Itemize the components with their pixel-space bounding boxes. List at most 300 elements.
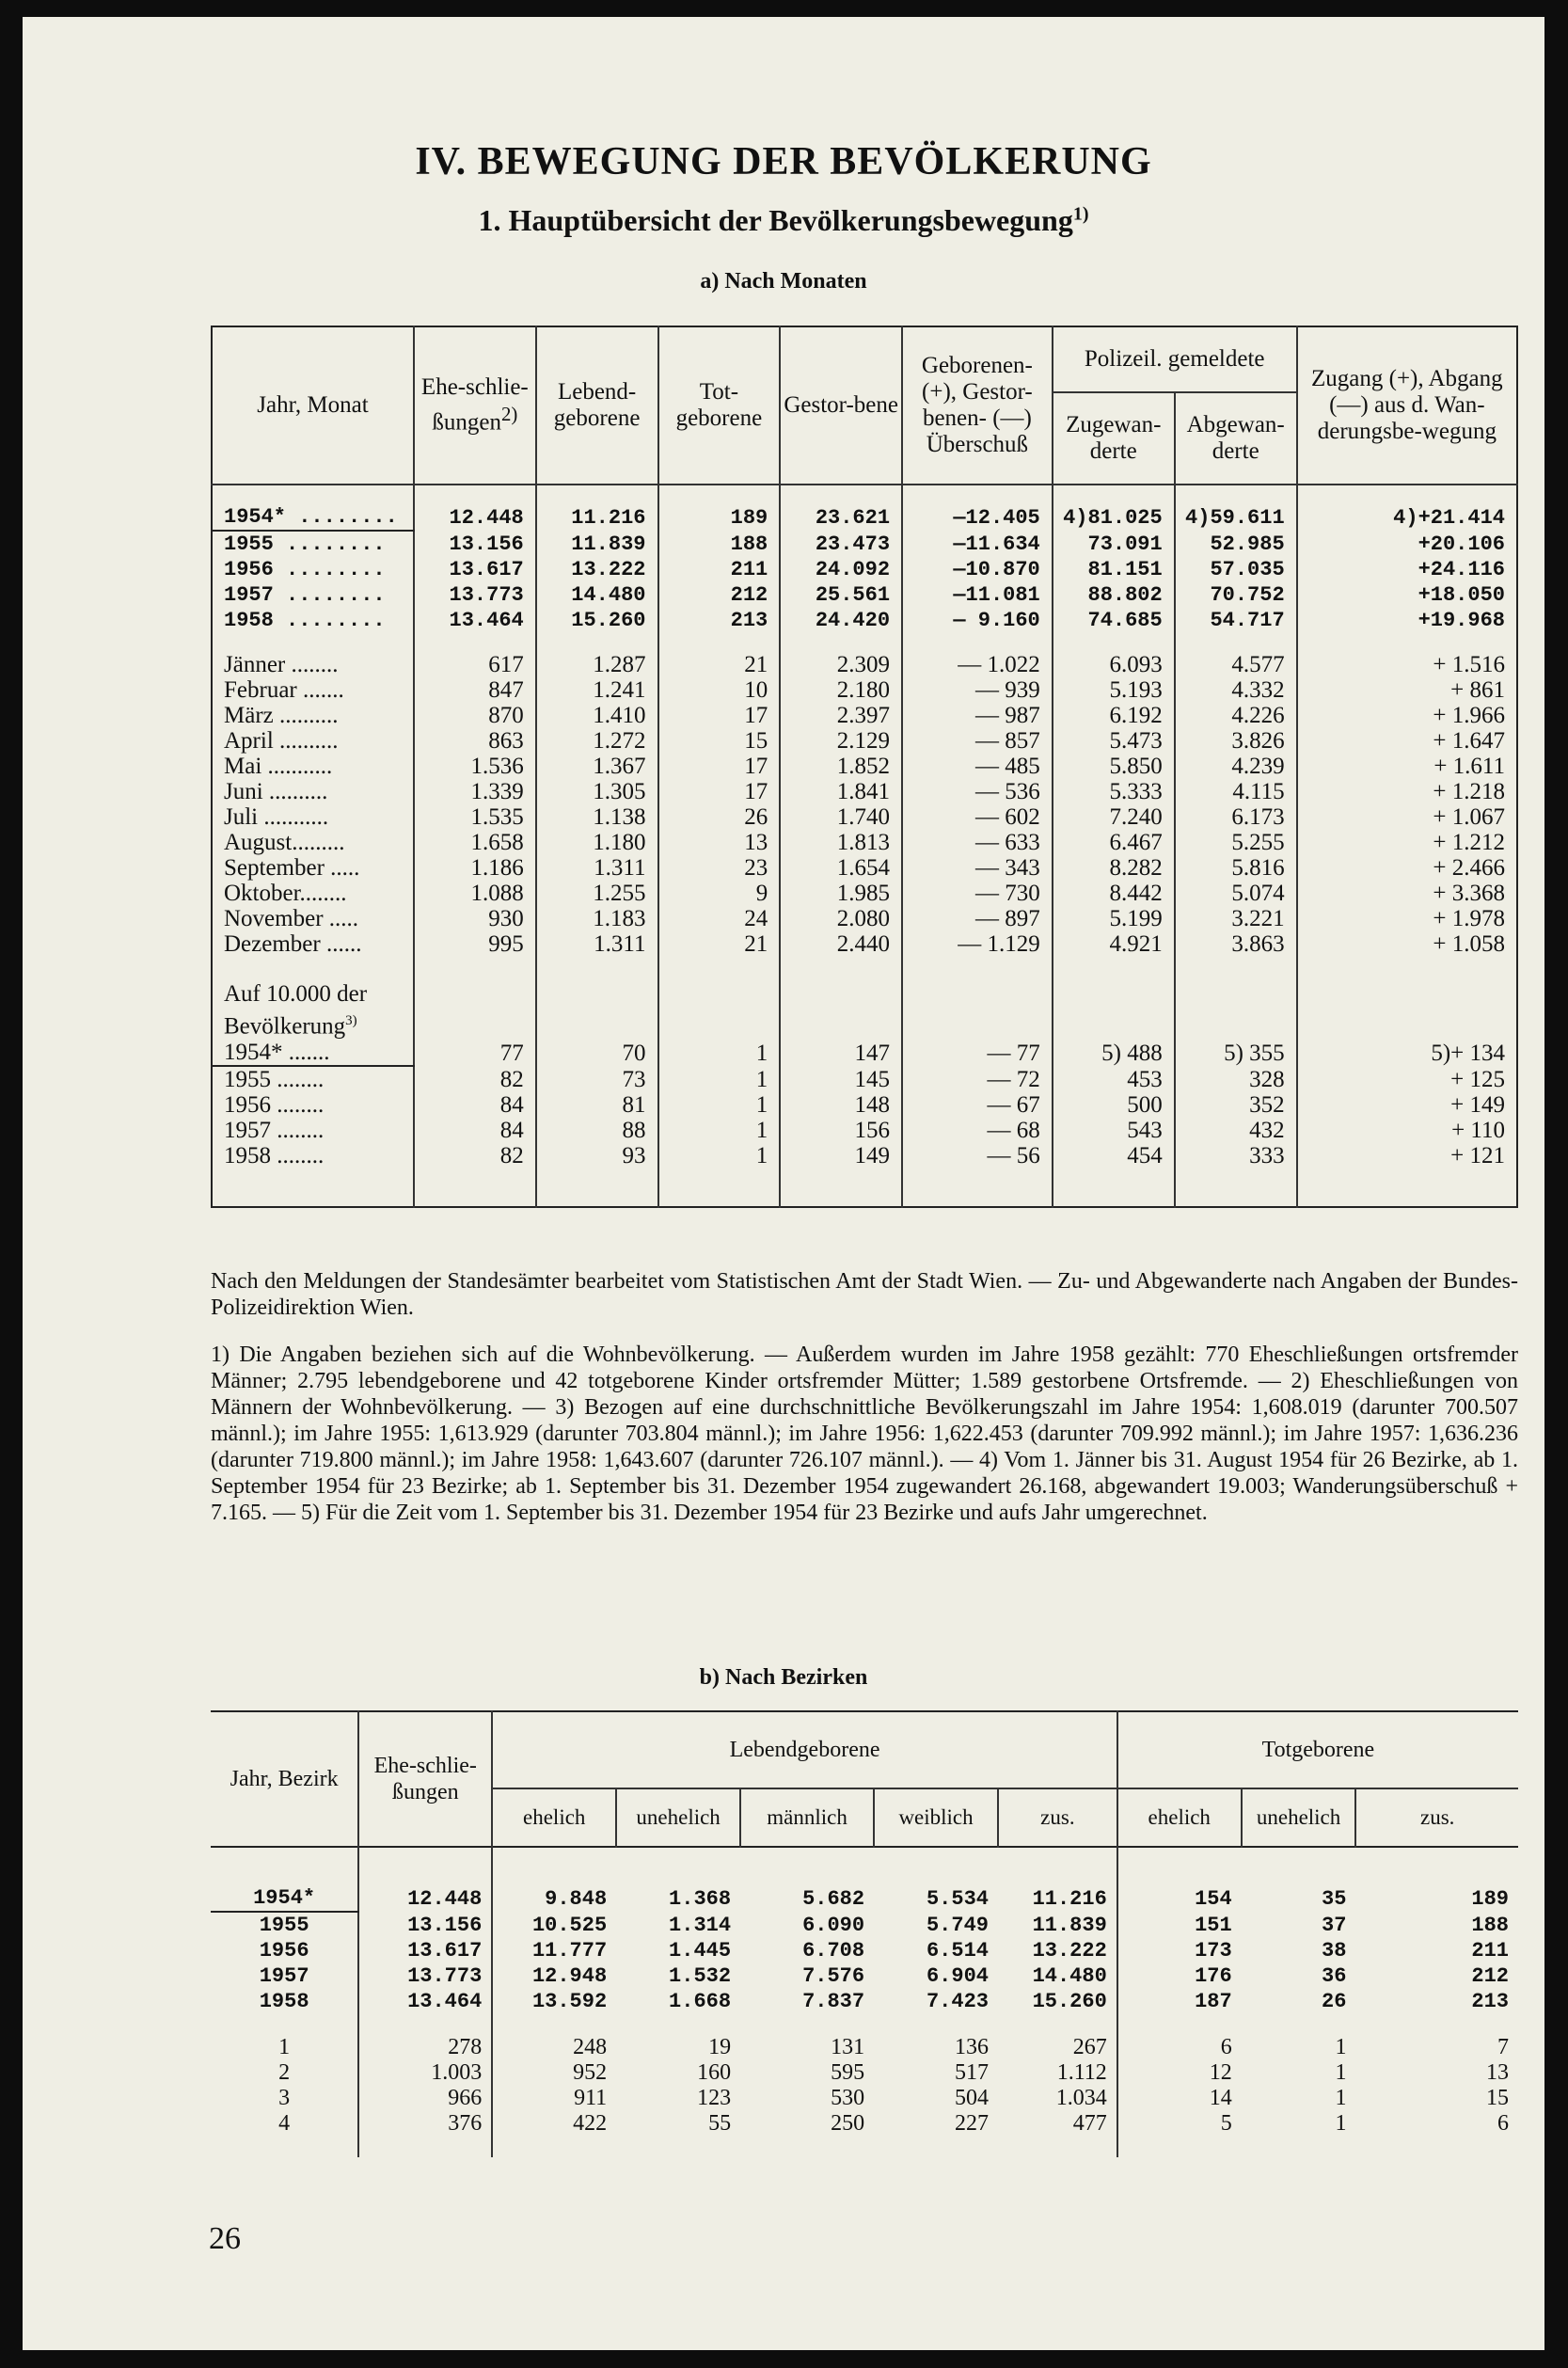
table-cell: + 1.058 — [1297, 931, 1517, 957]
table-cell: 131 — [831, 2035, 865, 2059]
table-cell: + 125 — [1297, 1066, 1517, 1092]
table-by-districts — [211, 1710, 1518, 2157]
table-cell: 13.156 — [358, 1912, 492, 1938]
table-row — [212, 804, 1517, 830]
table-cell: 1.852 — [780, 754, 902, 779]
header-b-totgeborene: Totgeborene — [1117, 1711, 1518, 1788]
spacer-row — [212, 485, 1517, 504]
table-row — [212, 504, 1517, 531]
table-row — [212, 1066, 1517, 1092]
table-cell: 1958 — [259, 1990, 309, 2013]
footnotes: 1) Die Angaben beziehen sich auf die Wohnbevölkerung. — Außerdem wurden im Jahre 1958 gezählt: 770 Eheschließungen ortsfremder Männer; 2.795 lebendgeborene und 42 totgeborene Kinder ortsfremder Mütter; 1.589 gestorbene Ortsfremde. — 2) Eheschließungen von Männern der Wohnbevölkerung. — 3) Bezogen auf eine durchschnittliche Bevölkerungszahl im Jahre 1954: 1,608.019 (darunter 700.507 männl.); im Jahre 1955: 1,613.929 (darunter 703.804 männl.); im Jahre 1956: 1,622.453 (darunter 709.992 männl.); im Jahre 1957: 1,636.236 (darunter 719.800 männl.); im Jahre 1958: 1,643.607 (darunter 726.107 männl.). — 4) Vom 1. Jänner bis 31. August 1954 für 26 Bezirke, ab 1. September 1954 für 23 Bezirke; ab 1. September bis 31. Dezember 1954 zugewandert 26.168, abgewandert 19.003; Wanderungsüberschuß + 7.165. — 5) Für die Zeit vom 1. September bis 31. Dezember 1954 für 23 Bezirke und aufs Jahr umgerechnet. — [211, 1343, 1518, 1525]
table-cell: 5.074 — [1175, 881, 1297, 906]
table-row — [211, 2086, 1518, 2111]
table-row — [212, 1040, 1517, 1066]
table-cell: 6.514 — [926, 1939, 989, 1963]
table-cell: +24.116 — [1297, 557, 1517, 582]
table-row — [212, 703, 1517, 728]
header-b-eheschliessungen: Ehe-schlie-ßungen — [358, 1711, 492, 1847]
table-cell: 38 — [1322, 1939, 1347, 1963]
table-cell: 2.397 — [780, 703, 902, 728]
table-cell: 13.617 — [414, 557, 536, 582]
table-cell: 432 — [1175, 1118, 1297, 1143]
table-cell: 160 — [697, 2060, 732, 2085]
table-cell: 8.442 — [1053, 881, 1175, 906]
table-cell: 13.592 — [492, 1989, 616, 2014]
table-cell: 73 — [536, 1066, 658, 1092]
table-cell: 1 — [658, 1066, 781, 1092]
table-cell: Februar ....... — [224, 677, 344, 703]
table-cell: 3.863 — [1175, 931, 1297, 957]
table-cell: Dezember ...... — [224, 931, 362, 957]
header-lebendgeborene: Lebend-geborene — [536, 326, 658, 485]
table-cell: 5.333 — [1053, 779, 1175, 804]
table-cell: — 1.129 — [902, 931, 1053, 957]
table-cell: 1.186 — [414, 855, 536, 881]
table-cell: 6 — [1117, 2035, 1242, 2060]
table-cell: 352 — [1175, 1092, 1297, 1118]
table-cell: 500 — [1053, 1092, 1175, 1118]
table-cell: 26 — [658, 804, 781, 830]
table-cell: 1 — [278, 2035, 291, 2059]
table-row — [211, 2035, 1518, 2060]
table-cell: 1.367 — [536, 754, 658, 779]
table-cell: 14.480 — [536, 582, 658, 608]
table-cell: 57.035 — [1175, 557, 1297, 582]
header-b-zus: zus. — [998, 1788, 1117, 1847]
table-cell: 1.368 — [669, 1886, 732, 1911]
table-cell: 1.658 — [414, 830, 536, 855]
table-cell: 5) 355 — [1175, 1040, 1297, 1066]
table-row — [212, 830, 1517, 855]
table-cell: 4)+21.414 — [1297, 504, 1517, 531]
table-cell: 17 — [658, 754, 781, 779]
spacer-row — [212, 633, 1517, 652]
per10000-label: Auf 10.000 der Bevölkerung — [224, 981, 368, 1040]
section-b-heading: b) Nach Bezirken — [699, 1665, 868, 1690]
table-cell: 5.850 — [1053, 754, 1175, 779]
table-cell: — 987 — [902, 703, 1053, 728]
table-cell: 4.921 — [1053, 931, 1175, 957]
table-cell: + 1.067 — [1297, 804, 1517, 830]
table-cell: 13.222 — [1032, 1939, 1107, 1963]
table-row — [212, 906, 1517, 931]
table-cell: 1.536 — [414, 754, 536, 779]
table-cell: 595 — [831, 2060, 865, 2085]
table-cell: 3 — [278, 2086, 291, 2110]
spacer-row — [212, 957, 1517, 976]
table-cell: 4)59.611 — [1175, 504, 1297, 531]
table-row — [212, 582, 1517, 608]
table-cell: 4)81.025 — [1053, 504, 1175, 531]
table-cell: 148 — [780, 1092, 902, 1118]
table-cell: 12 — [1117, 2060, 1242, 2086]
table-cell: + 1.516 — [1297, 652, 1517, 677]
table-cell: 3.221 — [1175, 906, 1297, 931]
table-cell: 267 — [1072, 2035, 1107, 2059]
table-cell: 19 — [708, 2035, 732, 2059]
table-cell: 7 — [1497, 2035, 1509, 2059]
table-cell: 2.129 — [780, 728, 902, 754]
table-cell: 517 — [954, 2060, 989, 2085]
subtitle-footnote-ref: 1) — [1072, 203, 1089, 225]
table-cell: 4.226 — [1175, 703, 1297, 728]
header-polizeil-gemeldete: Polizeil. gemeldete — [1053, 326, 1297, 392]
table-cell: März .......... — [224, 703, 339, 728]
table-cell: 11.839 — [536, 531, 658, 557]
table-cell: 7.423 — [926, 1990, 989, 2013]
table-cell: 189 — [658, 504, 781, 531]
spacer-row — [211, 2014, 1518, 2035]
table-cell: 13 — [1486, 2060, 1509, 2085]
table-cell: 4.239 — [1175, 754, 1297, 779]
subtitle — [23, 203, 1544, 238]
table-cell: 1.034 — [1055, 2086, 1107, 2110]
table-row — [212, 728, 1517, 754]
table-cell: + 3.368 — [1297, 881, 1517, 906]
table-cell: 93 — [536, 1143, 658, 1168]
table-cell: 17 — [658, 703, 781, 728]
table-row — [212, 779, 1517, 804]
table-cell: 11.216 — [1032, 1886, 1107, 1911]
table-cell: 1.272 — [536, 728, 658, 754]
table-cell: 77 — [414, 1040, 536, 1066]
table-cell: 7.576 — [802, 1964, 865, 1988]
table-cell: + 1.978 — [1297, 906, 1517, 931]
table-cell: Mai ........... — [224, 754, 333, 779]
table-cell: 123 — [697, 2086, 732, 2110]
table-cell: 1.813 — [780, 830, 902, 855]
table-cell: 82 — [414, 1066, 536, 1092]
table-cell: November ..... — [224, 906, 359, 931]
table-cell: 2.080 — [780, 906, 902, 931]
table-cell: 5.255 — [1175, 830, 1297, 855]
table-cell: — 730 — [902, 881, 1053, 906]
table-cell: 82 — [414, 1143, 536, 1168]
table-b-body — [211, 1847, 1518, 2157]
table-cell: Jänner ........ — [224, 652, 339, 677]
table-cell: 333 — [1175, 1143, 1297, 1168]
table-row — [211, 1963, 1518, 1989]
table-cell: 1.311 — [536, 931, 658, 957]
table-row — [212, 652, 1517, 677]
table-cell: 911 — [492, 2086, 616, 2111]
header-b-tot-ehelich: ehelich — [1117, 1788, 1242, 1847]
table-cell: 1 — [1335, 2111, 1347, 2136]
table-cell: 176 — [1117, 1963, 1242, 1989]
table-cell: 477 — [1072, 2111, 1107, 2136]
table-cell: 863 — [414, 728, 536, 754]
table-cell: 1.535 — [414, 804, 536, 830]
table-row — [212, 754, 1517, 779]
table-cell: + 1.611 — [1297, 754, 1517, 779]
table-cell: 250 — [831, 2111, 865, 2136]
page-title: IV. BEWEGUNG DER BEVÖLKERUNG — [415, 140, 1152, 183]
table-cell: 11.777 — [492, 1938, 616, 1963]
table-cell: + 110 — [1297, 1118, 1517, 1143]
header-gestorbene: Gestor-bene — [780, 326, 902, 485]
table-cell: 1.305 — [536, 779, 658, 804]
table-cell: 504 — [954, 2086, 989, 2110]
table-row — [212, 931, 1517, 957]
table-cell: 12.948 — [492, 1963, 616, 1989]
table-cell: September ..... — [224, 855, 360, 881]
table-cell: 1956 ........ — [224, 558, 386, 581]
per10000-note: 3) — [345, 1013, 357, 1028]
table-cell: 55 — [708, 2111, 732, 2136]
table-cell: — 633 — [902, 830, 1053, 855]
table-cell: 145 — [780, 1066, 902, 1092]
table-cell: 6.708 — [802, 1939, 865, 1963]
table-cell: 248 — [492, 2035, 616, 2060]
table-cell: 13.156 — [414, 531, 536, 557]
table-cell: 13.773 — [358, 1963, 492, 1989]
table-cell: 995 — [414, 931, 536, 957]
table-cell: 9 — [658, 881, 781, 906]
table-row — [212, 677, 1517, 703]
table-cell: 1.668 — [669, 1990, 732, 2013]
table-cell: 81.151 — [1053, 557, 1175, 582]
table-cell: 81 — [536, 1092, 658, 1118]
table-cell: 2 — [278, 2060, 291, 2085]
table-cell: — 536 — [902, 779, 1053, 804]
table-cell: + 1.966 — [1297, 703, 1517, 728]
table-cell: — 68 — [902, 1118, 1053, 1143]
table-cell: 1 — [658, 1092, 781, 1118]
table-cell: 1.311 — [536, 855, 658, 881]
table-cell: 149 — [780, 1143, 902, 1168]
table-cell: 5.816 — [1175, 855, 1297, 881]
table-cell: — 1.022 — [902, 652, 1053, 677]
table-cell: 543 — [1053, 1118, 1175, 1143]
table-cell: 147 — [780, 1040, 902, 1066]
spacer-row — [211, 2137, 1518, 2157]
table-cell: 212 — [658, 582, 781, 608]
table-a-body — [212, 485, 1517, 1207]
notes — [211, 1268, 1518, 1547]
header-abgewanderte: Abgewan-derte — [1175, 392, 1297, 485]
table-cell: 5.473 — [1053, 728, 1175, 754]
table-cell: +20.106 — [1297, 531, 1517, 557]
table-cell: 2.309 — [780, 652, 902, 677]
subtitle-text: 1. Hauptübersicht der Bevölkerungsbewegung — [478, 203, 1073, 237]
header-b-jahr-bezirk: Jahr, Bezirk — [230, 1767, 339, 1791]
table-cell: 328 — [1175, 1066, 1297, 1092]
table-cell: — 67 — [902, 1092, 1053, 1118]
table-cell: 1.985 — [780, 881, 902, 906]
table-cell: + 121 — [1297, 1143, 1517, 1168]
header-b-tot-zus: zus. — [1355, 1788, 1518, 1847]
table-cell: + 2.466 — [1297, 855, 1517, 881]
table-cell: 187 — [1117, 1989, 1242, 2014]
table-cell: 7.837 — [802, 1990, 865, 2013]
table-cell: 6.467 — [1053, 830, 1175, 855]
table-cell: 1.654 — [780, 855, 902, 881]
table-cell: 617 — [414, 652, 536, 677]
table-cell: 84 — [414, 1092, 536, 1118]
table-cell: 17 — [658, 779, 781, 804]
table-cell: — 485 — [902, 754, 1053, 779]
table-cell: 1.532 — [669, 1964, 732, 1988]
table-cell: 23.473 — [780, 531, 902, 557]
table-cell: 24 — [658, 906, 781, 931]
table-cell: 1.740 — [780, 804, 902, 830]
table-cell: 154 — [1117, 1885, 1242, 1912]
table-cell: 15 — [658, 728, 781, 754]
table-row — [211, 1885, 1518, 1912]
table-cell: 1.241 — [536, 677, 658, 703]
table-cell: 3.826 — [1175, 728, 1297, 754]
table-cell: 1.445 — [669, 1939, 732, 1963]
table-cell: 88 — [536, 1118, 658, 1143]
table-cell: 966 — [358, 2086, 492, 2111]
header-ueberschuss: Geborenen-(+), Gestor-benen- (—) Überschuß — [902, 326, 1053, 485]
header-b-tot-unehelich: unehelich — [1242, 1788, 1356, 1847]
table-cell: 1 — [658, 1040, 781, 1066]
table-cell: 211 — [658, 557, 781, 582]
table-cell: 15.260 — [536, 608, 658, 633]
table-cell: 10.525 — [492, 1912, 616, 1938]
table-cell: 1.180 — [536, 830, 658, 855]
table-row — [211, 1989, 1518, 2014]
table-cell: 1954* ........ — [212, 504, 414, 531]
header-totgeborene: Tot-geborene — [658, 326, 781, 485]
table-cell: 530 — [831, 2086, 865, 2110]
source-note: Nach den Meldungen der Standesämter bearbeitet vom Statistischen Amt der Stadt Wien. — Zu- und Abgewanderte nach Angaben der Bundes-Polizeidirektion Wien. — [211, 1269, 1518, 1320]
table-cell: 6.173 — [1175, 804, 1297, 830]
table-row — [211, 1938, 1518, 1963]
table-cell: 23 — [658, 855, 781, 881]
table-cell: 847 — [414, 677, 536, 703]
table-cell: August......... — [224, 830, 345, 855]
page — [23, 17, 1544, 2350]
table-cell: — 939 — [902, 677, 1053, 703]
table-cell: 13.773 — [414, 582, 536, 608]
header-jahr-monat: Jahr, Monat — [212, 326, 414, 485]
table-cell: 1 — [1335, 2060, 1347, 2085]
table-cell: 278 — [358, 2035, 492, 2060]
table-cell: 36 — [1322, 1964, 1347, 1988]
table-cell: 1.410 — [536, 703, 658, 728]
table-cell: + 1.647 — [1297, 728, 1517, 754]
table-cell: 156 — [780, 1118, 902, 1143]
table-cell: 1956 ........ — [224, 1092, 325, 1119]
table-row — [212, 1092, 1517, 1118]
table-cell: 5.534 — [926, 1886, 989, 1911]
table-cell: +19.968 — [1297, 608, 1517, 633]
table-cell: 11.839 — [1032, 1913, 1107, 1937]
table-cell: 188 — [1471, 1913, 1509, 1937]
table-row — [212, 531, 1517, 557]
table-cell: 54.717 — [1175, 608, 1297, 633]
table-row — [212, 608, 1517, 633]
table-cell: 6 — [1497, 2111, 1509, 2136]
table-cell: 870 — [414, 703, 536, 728]
table-cell: +18.050 — [1297, 582, 1517, 608]
header-b-maennlich: männlich — [740, 1788, 874, 1847]
header-b-ehelich: ehelich — [492, 1788, 616, 1847]
table-cell: 136 — [954, 2035, 989, 2059]
table-cell: 189 — [1471, 1886, 1509, 1911]
table-cell: 13.222 — [536, 557, 658, 582]
table-cell: — 77 — [902, 1040, 1053, 1066]
table-cell: 35 — [1322, 1886, 1347, 1911]
table-cell: 5.199 — [1053, 906, 1175, 931]
table-cell: + 1.212 — [1297, 830, 1517, 855]
table-row — [212, 1118, 1517, 1143]
table-cell: 1954* — [211, 1885, 358, 1912]
table-cell: 13.464 — [358, 1989, 492, 2014]
table-row — [212, 1143, 1517, 1168]
table-cell: 70.752 — [1175, 582, 1297, 608]
table-cell: + 149 — [1297, 1092, 1517, 1118]
table-cell: —11.081 — [902, 582, 1053, 608]
table-cell: 13.617 — [358, 1938, 492, 1963]
table-cell: 1955 ........ — [224, 532, 386, 556]
table-cell: 4.577 — [1175, 652, 1297, 677]
table-cell: 1 — [1335, 2086, 1347, 2110]
table-cell: 84 — [414, 1118, 536, 1143]
table-row — [212, 881, 1517, 906]
table-cell: 70 — [536, 1040, 658, 1066]
table-cell: 8.282 — [1053, 855, 1175, 881]
table-cell: 4.332 — [1175, 677, 1297, 703]
table-cell: 1.138 — [536, 804, 658, 830]
table-cell: 1.183 — [536, 906, 658, 931]
table-row — [211, 2111, 1518, 2137]
table-cell: 1958 ........ — [224, 609, 386, 632]
per10000-label-row — [212, 976, 1517, 1040]
table-cell: 14 — [1117, 2086, 1242, 2111]
table-cell: 1 — [658, 1143, 781, 1168]
table-cell: 13.464 — [414, 608, 536, 633]
table-by-months — [211, 326, 1518, 1208]
table-cell: Juni .......... — [224, 779, 328, 804]
table-cell: 5) 488 — [1053, 1040, 1175, 1066]
table-cell: — 72 — [902, 1066, 1053, 1092]
table-cell: 1.841 — [780, 779, 902, 804]
table-cell: 24.092 — [780, 557, 902, 582]
header-b-unehelich: unehelich — [616, 1788, 740, 1847]
header-b-lebendgeborene: Lebendgeborene — [492, 1711, 1117, 1788]
table-cell: 5.749 — [926, 1913, 989, 1937]
table-cell: 2.180 — [780, 677, 902, 703]
table-cell: 1.112 — [1056, 2060, 1107, 2085]
table-cell: April .......... — [224, 728, 339, 754]
table-cell: 422 — [492, 2111, 616, 2137]
table-cell: 37 — [1322, 1913, 1347, 1937]
table-cell: 12.448 — [414, 504, 536, 531]
table-cell: 13 — [658, 830, 781, 855]
table-cell: + 861 — [1297, 677, 1517, 703]
table-cell: — 602 — [902, 804, 1053, 830]
table-cell: 15 — [1486, 2086, 1509, 2110]
table-cell: 1954* ....... — [212, 1040, 414, 1066]
table-cell: 6.093 — [1053, 652, 1175, 677]
table-cell: 1 — [658, 1118, 781, 1143]
table-cell: 151 — [1117, 1912, 1242, 1938]
table-cell: 1957 ........ — [224, 583, 386, 607]
table-cell: 1957 — [259, 1964, 309, 1988]
header-ehe-text: Ehe-schlie-ßungen — [420, 374, 529, 436]
table-cell: 454 — [1053, 1143, 1175, 1168]
table-cell: 5)+ 134 — [1297, 1040, 1517, 1066]
table-cell: 2.440 — [780, 931, 902, 957]
table-cell: 211 — [1471, 1939, 1509, 1963]
table-cell: 5.193 — [1053, 677, 1175, 703]
table-cell: — 857 — [902, 728, 1053, 754]
header-eheschliessungen — [414, 326, 536, 485]
